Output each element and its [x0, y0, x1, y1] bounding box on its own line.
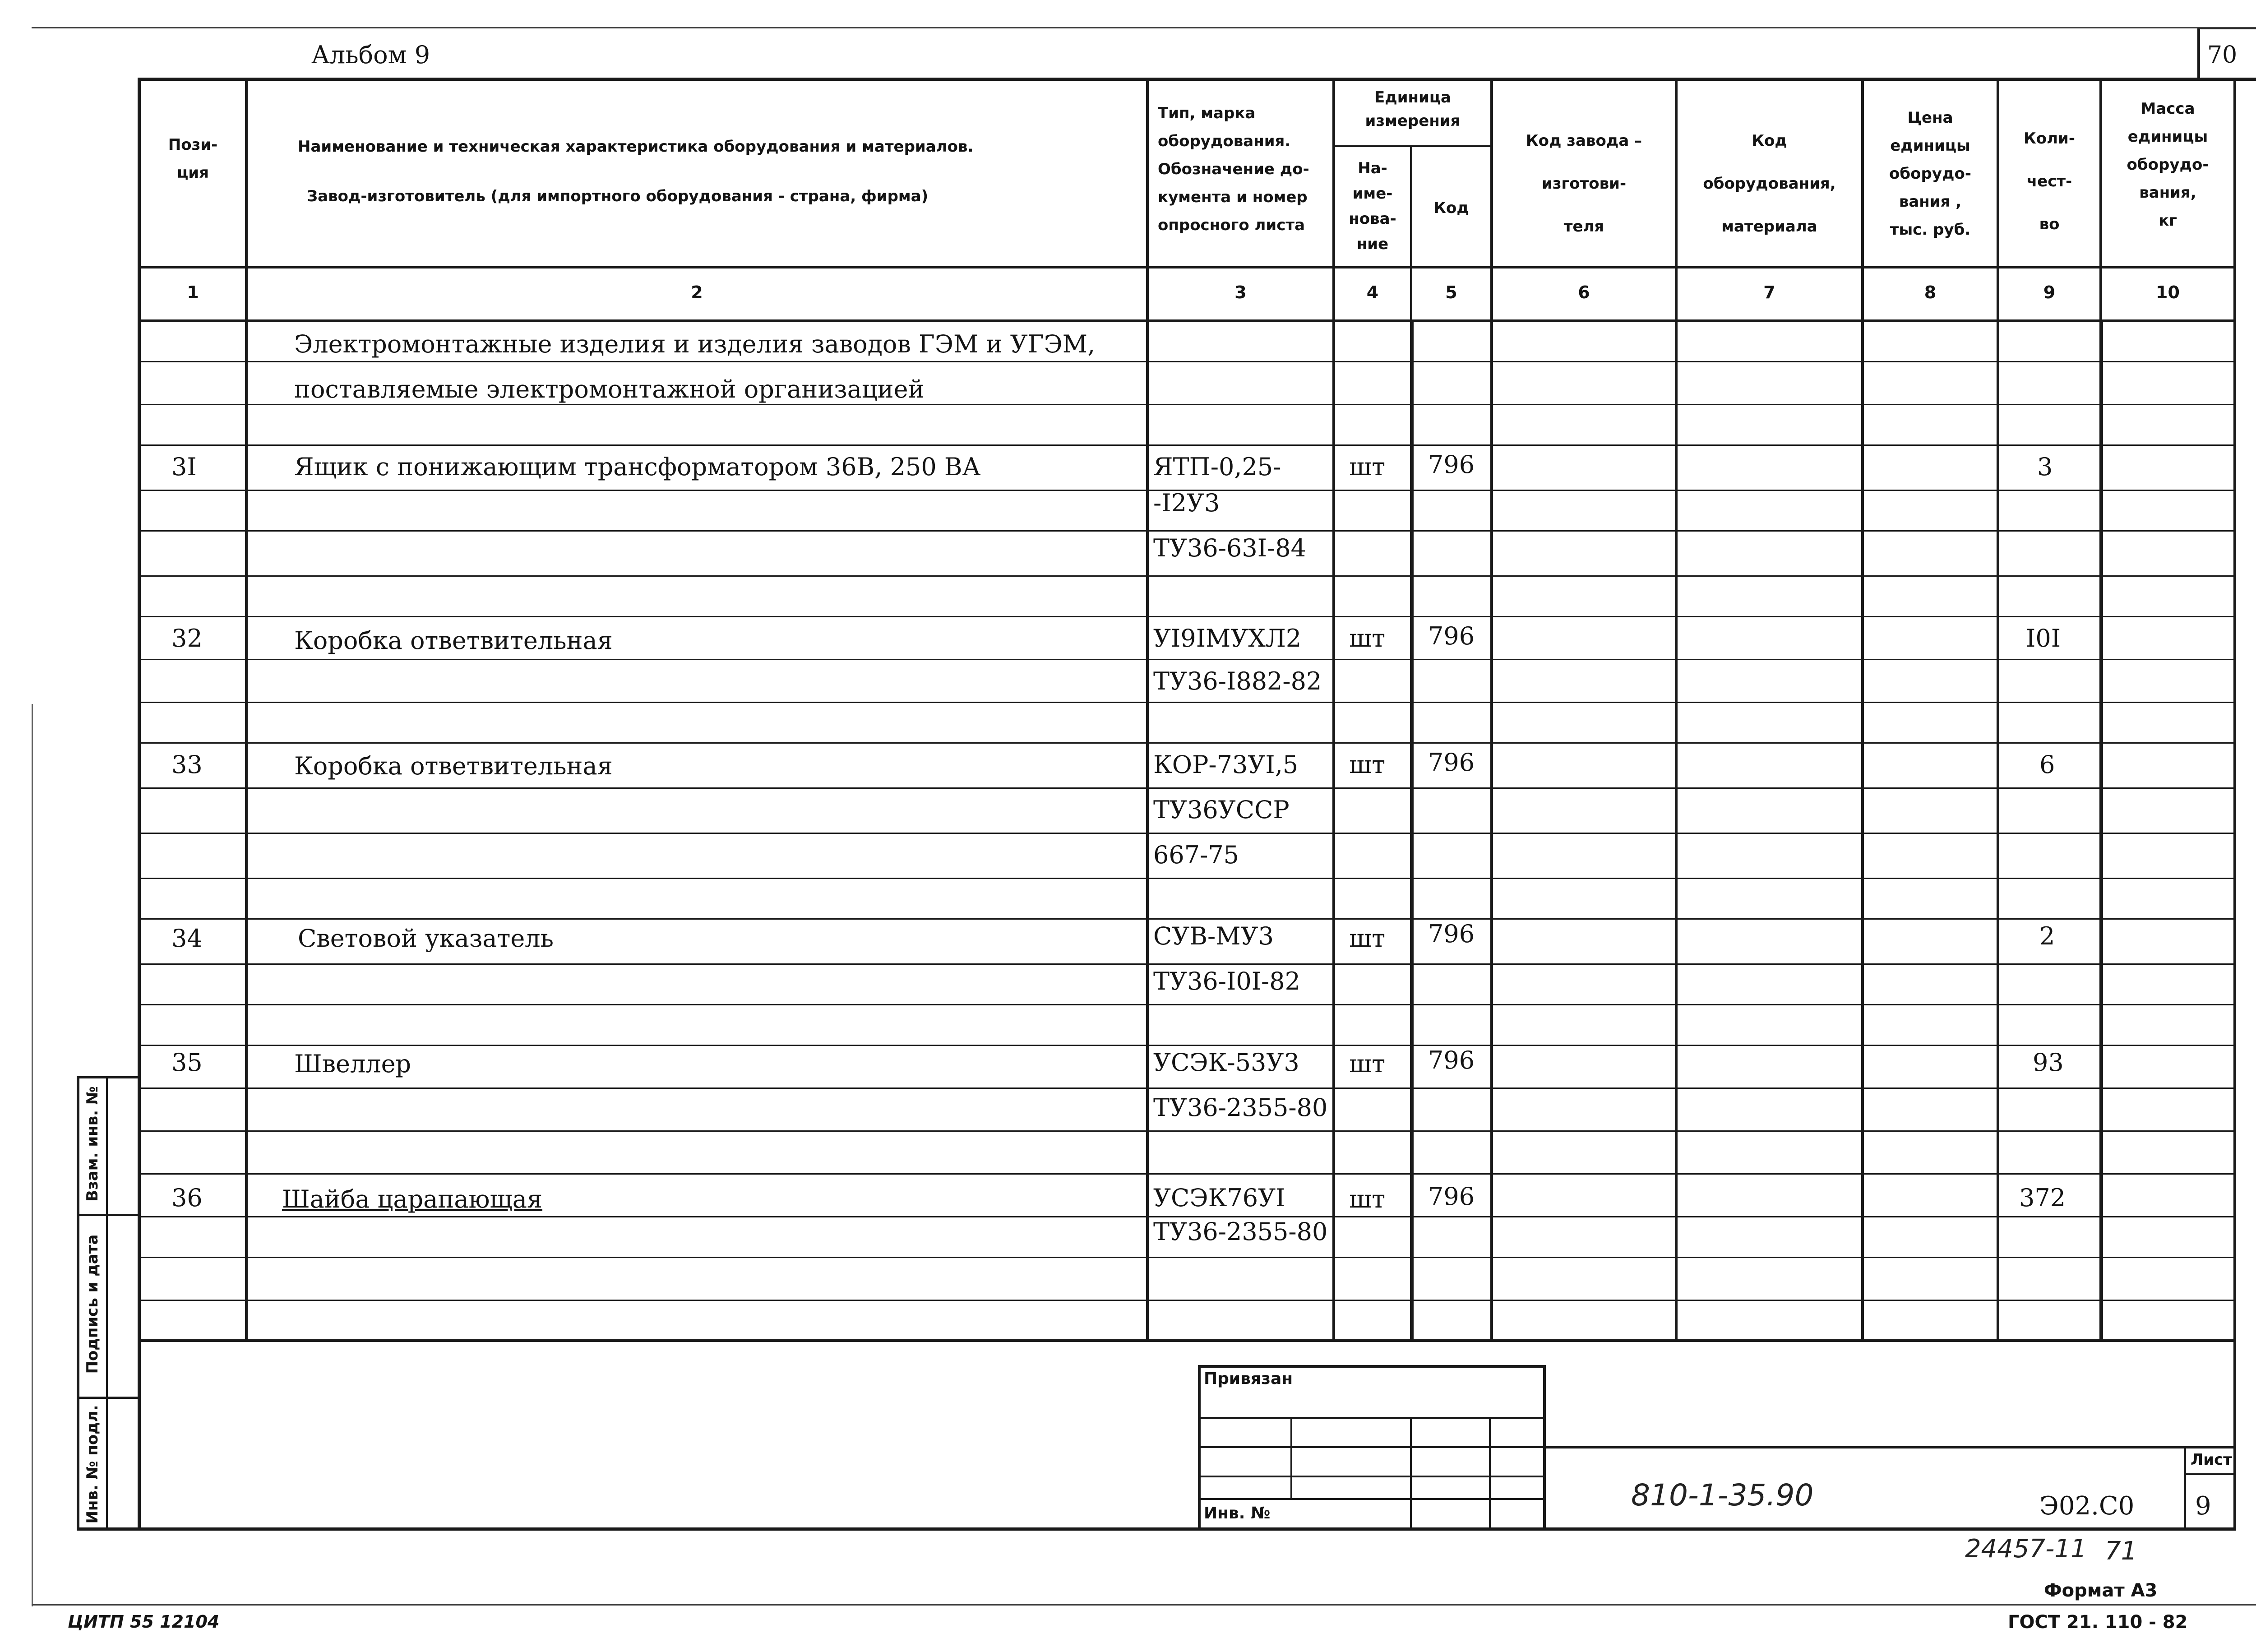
item-qty: 93: [2033, 1048, 2064, 1077]
item-code: 796: [1428, 1046, 1475, 1074]
item-qty: 6: [2039, 750, 2055, 779]
header-col7-line: оборудования,: [1703, 175, 1836, 193]
header-col4-line: ние: [1356, 235, 1389, 253]
column-number: 9: [2043, 282, 2056, 302]
header-col10-line: единицы: [2127, 128, 2208, 146]
footer-format: Формат А3: [2044, 1580, 2158, 1601]
side-stamp-label: Инв. № подл.: [83, 1405, 102, 1524]
item-type: УСЭК-53У3: [1153, 1048, 1299, 1077]
header-col2-line: Наименование и техническая характеристика оборудования и материалов.: [298, 138, 974, 156]
item-position: 3I: [171, 453, 197, 481]
header-col3: [1149, 99, 1332, 239]
item-code: 796: [1428, 450, 1475, 479]
item-unit: шт: [1349, 624, 1386, 652]
header-col10-line: Масса: [2140, 100, 2195, 118]
item-code: 796: [1428, 1182, 1475, 1211]
header-col9-line: Коли-: [2024, 130, 2075, 148]
header-col1-line: ция: [177, 164, 209, 182]
header-col7-line: материала: [1721, 217, 1817, 236]
item-type: ТУ36-I882-82: [1153, 667, 1322, 695]
item-type: СУВ-МУ3: [1153, 922, 1274, 950]
header-col4: [1335, 156, 1410, 257]
sheet-label: Лист: [2191, 1451, 2232, 1469]
header-col3-line: опросного листа: [1158, 216, 1305, 234]
header-col2: [253, 122, 1142, 221]
item-type: -I2У3: [1153, 489, 1220, 517]
item-qty: 2: [2039, 922, 2055, 950]
header-col4-line: На-: [1358, 159, 1387, 177]
column-number: 8: [1924, 282, 1937, 302]
column-number: 3: [1234, 282, 1247, 302]
header-col6: [1493, 120, 1675, 248]
item-type: 667-75: [1153, 841, 1239, 869]
header-col3-line: кумента и номер: [1158, 188, 1308, 206]
item-name: Шайба царапающая: [282, 1185, 543, 1213]
item-name: Коробка ответвительная: [294, 752, 613, 780]
header-unit-group: [1335, 86, 1490, 133]
column-number: 2: [691, 282, 703, 302]
header-col8-line: вания ,: [1899, 193, 1962, 211]
side-stamp-label: Взам. инв. №: [83, 1086, 102, 1202]
inv-no-label: Инв. №: [1204, 1504, 1271, 1522]
item-type: ТУ36-2355-80: [1153, 1093, 1328, 1122]
column-number: 5: [1445, 282, 1457, 302]
header-col7: [1678, 120, 1861, 248]
header-unit-line: Единица: [1374, 88, 1451, 106]
handwritten-number: 24457-11: [1965, 1534, 2087, 1564]
item-unit: шт: [1349, 750, 1386, 779]
item-type: КОР-73УI,5: [1153, 750, 1299, 779]
header-col1: [141, 131, 245, 187]
header-col8-line: оборудо-: [1889, 165, 1971, 183]
item-unit: шт: [1349, 453, 1386, 481]
item-type: ЯТП-0,25-: [1153, 453, 1281, 481]
header-col3-line: Обозначение до-: [1158, 160, 1309, 178]
item-type: ТУ36УССР: [1153, 796, 1290, 824]
header-col8-line: тыс. руб.: [1890, 221, 1971, 239]
sheet-number: 9: [2195, 1491, 2211, 1521]
section-title-line: поставляемые электромонтажной организацией: [294, 375, 925, 403]
header-col9-line: во: [2039, 215, 2060, 233]
item-type: ТУ36-I0I-82: [1153, 967, 1300, 995]
header-col10-line: кг: [2159, 212, 2177, 230]
header-col1-line: Пози-: [168, 136, 218, 154]
column-number: 10: [2156, 282, 2180, 302]
column-number: 4: [1366, 282, 1379, 302]
item-position: 33: [171, 750, 203, 779]
item-qty: I0I: [2026, 624, 2061, 652]
item-type: ТУ36-2355-80: [1153, 1217, 1328, 1246]
item-name: Швеллер: [294, 1050, 411, 1078]
column-number: 7: [1763, 282, 1775, 302]
item-unit: шт: [1349, 1050, 1386, 1078]
header-col9: [1999, 117, 2099, 246]
item-code: 796: [1428, 920, 1475, 948]
column-number: 6: [1578, 282, 1590, 302]
item-code: 796: [1428, 622, 1475, 650]
item-code: 796: [1428, 748, 1475, 777]
header-col8-line: Цена: [1907, 109, 1953, 127]
section-title-line: Электромонтажные изделия и изделия заводов ГЭМ и УГЭМ,: [294, 330, 1096, 358]
item-type: УI9IМУХЛ2: [1153, 624, 1302, 652]
doc-code: 810-1-35.90: [1631, 1478, 1814, 1513]
item-name: Ящик с понижающим трансформатором 36В, 250 ВА: [294, 453, 981, 481]
header-col6-line: Код завода –: [1526, 132, 1642, 150]
header-col10-line: вания,: [2139, 184, 2196, 202]
header-col6-line: изготови-: [1541, 175, 1627, 193]
header-col6-line: теля: [1563, 217, 1604, 236]
item-unit: шт: [1349, 924, 1386, 953]
header-col3-line: Тип, марка: [1158, 104, 1256, 122]
side-stamp-label: Подпись и дата: [83, 1234, 102, 1374]
header-col3-line: оборудования.: [1158, 132, 1291, 150]
album-label: Альбом 9: [311, 41, 430, 69]
sheet-code: Э02.С0: [2039, 1491, 2135, 1521]
item-position: 35: [171, 1048, 203, 1077]
header-col4-line: име-: [1352, 185, 1393, 203]
handwritten-page: 71: [2105, 1536, 2137, 1566]
item-unit: шт: [1349, 1185, 1386, 1213]
header-col8-line: единицы: [1890, 137, 1970, 155]
item-type: ТУ36-63I-84: [1153, 534, 1307, 562]
header-unit-line: измерения: [1365, 112, 1461, 130]
privyazan-label: Привязан: [1204, 1370, 1293, 1388]
header-col9-line: чест-: [2026, 172, 2072, 190]
item-position: 32: [171, 624, 203, 652]
item-position: 36: [171, 1184, 203, 1212]
item-name: Коробка ответвительная: [294, 626, 613, 655]
header-col8: [1864, 104, 1997, 244]
item-qty: 3: [2037, 453, 2053, 481]
header-col4-line: нова-: [1349, 210, 1396, 228]
column-number: 1: [187, 282, 199, 302]
footer-print-code: ЦИТП 55 12104: [68, 1612, 220, 1632]
page-number: 70: [2207, 42, 2238, 69]
header-col2-line: Завод-изготовитель (для импортного оборудования - страна, фирма): [307, 187, 929, 205]
footer-gost: ГОСТ 21. 110 - 82: [2008, 1612, 2188, 1633]
item-name: Световой указатель: [298, 924, 554, 953]
header-col7-line: Код: [1752, 132, 1787, 150]
header-col5: Код: [1433, 199, 1469, 217]
item-type: УСЭК76УI: [1153, 1184, 1285, 1212]
item-position: 34: [171, 924, 203, 953]
header-col10: [2102, 95, 2233, 235]
item-qty: 372: [2019, 1184, 2066, 1212]
header-col10-line: оборудо-: [2127, 156, 2209, 174]
